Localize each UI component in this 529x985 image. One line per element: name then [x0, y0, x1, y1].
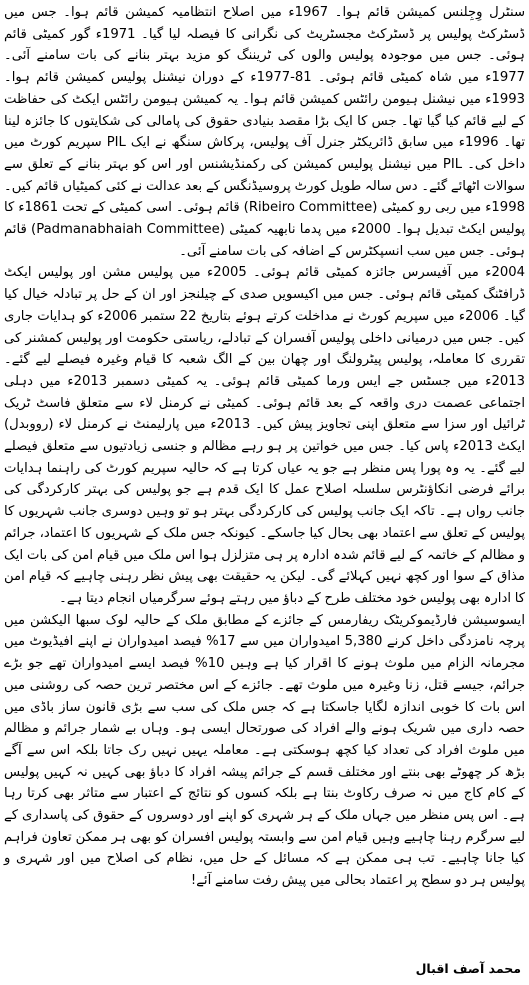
article-paragraph-1: سنٹرل وِجِلنس کمیشن قائم ہوا۔ 1967ء میں اصلاح انتظامیہ کمیشن قائم ہوا۔ جس میں ڈسٹرکٹ پولیس پر ڈسٹرکٹ مجسٹریٹ کی نگرانی کا فیصلہ لیا گیا۔ 1971ء گور کمیٹی قائم ہوئی۔ جس میں موجودہ پولیس والوں کی ٹریننگ کو مزید بہتر بنانے کی بات سامنے آئی۔ 1977ء میں شاہ کمیٹی قائم ہوئی۔ 81-1977ء کے دوران نیشنل پولیس کمیشن قائم ہوا۔ 1993ء میں نیشنل ہیومن رائٹس کمیشن قائم ہوا۔ یہ کمیشن ہیومن رائٹس ایکٹ کی حفاظت کے لیے قائم کیا گیا تھا۔ جس کا ایک بڑا مقصد بنیادی حقوق کی پامالی کی شکایتوں کا جائزہ لینا تھا۔ 1996ء میں سابق ڈائریکٹر جنرل آف پولیس، پرکاش سنگھ نے ایک PIL سپریم کورٹ میں داخل کی۔ PIL میں نیشنل پولیس کمیشن کی رکمنڈیشنس اور اس کو بہتر بنانے کے تعلق سے سوالات اٹھائے گئے۔ دس سالہ طویل کورٹ پروسیڈنگس کے بعد عدالت نے کئی کمیٹیاں قائم کیں۔ 1998ء میں ربی رو کمیٹی (Ribeiro Committee) قائم ہوئی۔ اسی کمیٹی کے تحت 1861ء کا پولیس ایکٹ تبدیل ہوا۔ 2000ء میں پدما نابھیہ کمیٹی (Padmanabhaiah Committee) قائم ہوئی۔ جس میں سب انسپکٹرس کے اضافہ کی بات سامنے آئی۔ [4, 5, 526, 259]
article-paragraph-2: 2004ء میں آفیسرس جائزہ کمیٹی قائم ہوئی۔ 2005ء میں پولیس مشن اور پولیس ایکٹ ڈرافٹنگ کمیٹی قائم ہوئی۔ جس میں اکیسویں صدی کے چیلنجز اور ان کے حل پر تبادلہ خیال کیا گیا۔ 2006ء میں سپریم کورٹ نے مداخلت کرتے ہوئے بتاریخ 22 ستمبر 2006ء کو ہدایات جاری کیں۔ جس میں درمیانی داخلی پولیس آفسران کے تبادلے، ریاستی حکومت اور پولیس کمشنر کی تقرری کا معاملہ، پولیس پیٹرولنگ اور چھان بین کے الگ شعبہ کا قیام وغیرہ فیصلے لیے گئے۔ 2013ء میں جسٹس جے ایس ورما کمیٹی قائم ہوئی۔ یہ کمیٹی دسمبر 2013ء میں دہلی اجتماعی عصمت دری واقعہ کے بعد قائم ہوئی۔ کمیٹی نے کرمنل لاء سے متعلق فاسٹ ٹریک ٹرائیل اور سزا سے متعلق اپنی تجاویز پیش کیں۔ 2013ء میں پارلیمنٹ نے کرمنل لاء (رووبدل) ایکٹ 2013ء پاس کیا۔ جس میں خواتین پر ہو رہے مظالم و جنسی زیادتیوں سے متعلق فیصلے لیے گئے۔ یہ وہ پورا پس منظر ہے جو یہ عیاں کرتا ہے کہ حالیہ سپریم کورٹ کی راہنما ہدایات برائے فرضی انکاؤنٹرس سلسلہ اصلاح عمل کا ایک قدم ہے جو پولیس کی بہتر کارکردگی کی جانب رواں ہے۔ تاکہ ایک جانب پولیس کی کارکردگی بہتر ہو تو وہیں دوسری جانب شہریوں کا پولیس کے تعلق سے اعتماد بھی بحال کیا جاسکے۔ کیونکہ جس ملک کے شہریوں کا اعتماد، جرائم و مظالم کے خاتمہ کے لیے قائم شدہ ادارہ پر ہی متزلزل ہوا اس ملک میں قیام امن کی بات ایک مذاق کے سوا اور کچھ نہیں کہلائے گی۔ لیکن یہ حقیقت بھی پیش نظر رہنی چاہیے کہ قیام امن کا ادارہ بھی پولیس خود مختلف طرح کے دباؤ میں رہتے ہوئے سرگرمیاں انجام دیتا ہے۔ [4, 265, 526, 606]
author-signature: محمد آصف اقبال [415, 961, 521, 976]
article-paragraph-3: ایسوسیشن فارڈیموکریٹک ریفارمس کے جائزے کے مطابق ملک کے حالیہ لوک سبھا الیکشن میں پرچہ نامزدگی داخل کرنے 5,380 امیدواران میں سے 17% فیصد امیدواران نے اپنے افیڈیوٹ میں مجرمانہ الزام میں ملوث ہونے کا اقرار کیا ہے وہیں 10% فیصد ایسے امیدواران تھے جو بڑے جرائم، جیسے قتل، زنا وغیرہ میں ملوث تھے۔ جائزے کے اس مختصر ترین حصہ کی روشنی میں اس بات کا خوبی اندازہ لگایا جاسکتا ہے کہ جس ملک کی سب سے بڑی قانون ساز باڈی میں حصہ داری میں شریک ہونے والے افراد کی صورتحال ایسی ہو۔ وہاں بے شمار جرائم و مظالم میں ملوث افراد کی تعداد کیا کچھ ہوسکتی ہے۔ معاملہ یہیں نہیں رک جاتا بلکہ اس سے آگے بڑھ کر چھوٹے بھی بنتے اور مختلف قسم کے جرائم پیشہ افراد کا دباؤ بھی کہیں نہ کہیں پولیس کے کام کاج میں نہ صرف رکاوٹ بنتا ہے بلکہ کسوں کو نتائج کے اعتبار سے متاثر بھی کرتا رہا ہے۔ اس پس منظر میں جہاں ملک کے ہر شہری کو اپنے اور دوسروں کے حقوق کی پاسداری کے لیے سرگرم رہنا چاہیے وہیں قیام امن سے وابستہ پولیس افسران کو بھی ہر ممکن تعاون فراہم کیا جانا چاہیے۔ تب ہی ممکن ہے کہ مسائل کے حل میں، نظام کی اصلاح میں اور شہری و پولیس ہر دو سطح پر اعتماد بحالی میں پیش رفت سامنے آئے! [4, 612, 525, 889]
article-body [4, 2, 525, 892]
